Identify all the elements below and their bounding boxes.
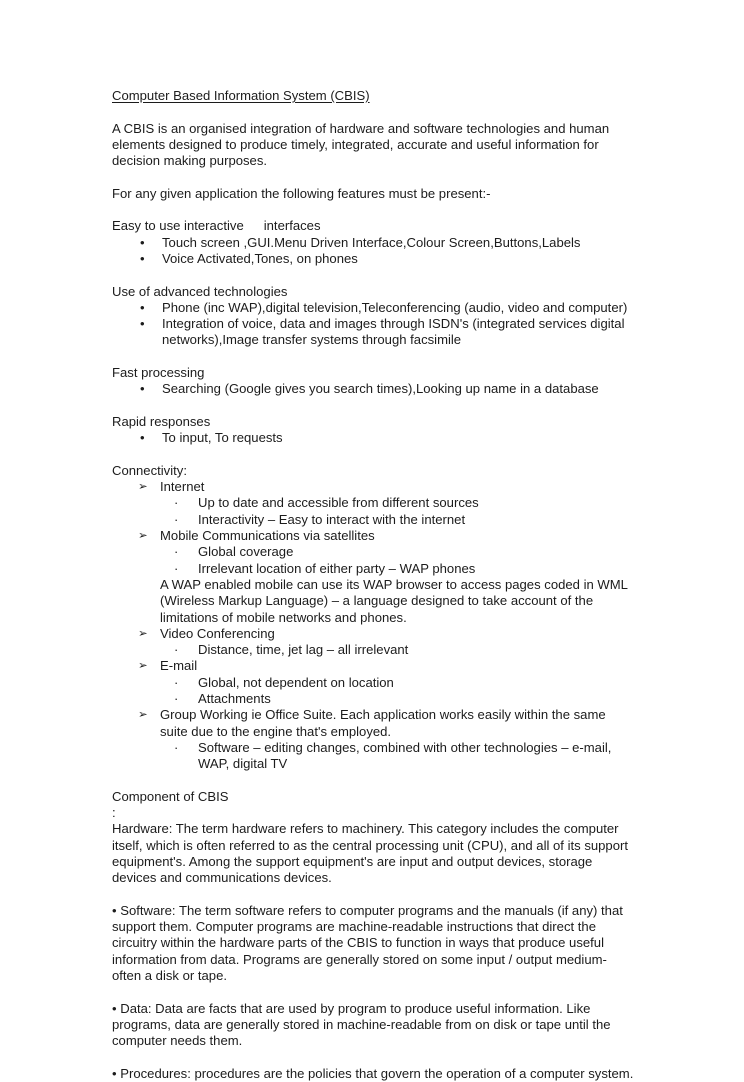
easy-label-part1: Easy to use interactive — [112, 218, 244, 234]
list-item — [112, 544, 634, 560]
list-item-text: Touch screen ,GUI.Menu Driven Interface,Colour Screen,Buttons,Labels — [162, 234, 581, 250]
colon-line: : — [112, 805, 116, 821]
rapid-responses-list — [112, 430, 634, 446]
list-item-text: Distance, time, jet lag – all irrelevant — [198, 642, 409, 658]
arrow-bullet-icon: ➢ — [138, 627, 148, 640]
connectivity-sublist — [112, 675, 634, 708]
section-label-easy-to-use — [112, 218, 634, 234]
list-item — [112, 626, 634, 642]
middot-bullet-icon: · — [174, 511, 179, 527]
arrow-bullet-icon: ➢ — [138, 481, 148, 494]
arrow-bullet-icon: ➢ — [138, 709, 148, 722]
list-item — [112, 316, 634, 349]
page-title: Computer Based Information System (CBIS) — [112, 88, 370, 103]
component-paragraph-data — [112, 1001, 634, 1050]
round-bullet-icon: • — [140, 430, 145, 446]
connectivity-sublist — [112, 544, 634, 577]
list-item-text: Interactivity – Easy to interact with the internet — [198, 511, 466, 527]
component-paragraph-software — [112, 903, 634, 984]
list-item — [112, 642, 634, 658]
middot-bullet-icon: · — [174, 544, 179, 560]
middot-bullet-icon: · — [174, 560, 179, 576]
list-item — [112, 381, 634, 397]
middot-bullet-icon: · — [174, 674, 179, 690]
list-item-text: Integration of voice, data and images through ISDN's (integrated services digital networks),Image transfer systems through facsimile — [162, 316, 625, 348]
document-body — [112, 88, 634, 1082]
middot-bullet-icon: · — [174, 495, 179, 511]
spacer — [112, 104, 634, 120]
arrow-bullet-icon: ➢ — [138, 530, 148, 543]
connectivity-list — [112, 479, 634, 772]
middot-bullet-icon: · — [174, 739, 179, 755]
spacer — [112, 772, 634, 788]
intro-paragraph: A CBIS is an organised integration of hardware and software technologies and human elements designed to produce timely, integrated, accurate and useful information for decision making purposes. — [112, 120, 610, 169]
component-text: Procedures: procedures are the policies that govern the operation of a computer system. — [120, 1065, 634, 1081]
connectivity-sublist — [112, 740, 634, 773]
round-bullet-icon: • — [140, 381, 145, 397]
list-item — [112, 495, 634, 511]
middot-bullet-icon: · — [174, 690, 179, 706]
arrow-bullet-icon: ➢ — [138, 660, 148, 673]
list-item — [112, 561, 634, 577]
spacer — [112, 984, 634, 1000]
round-bullet-icon: • — [140, 234, 145, 250]
list-item-text: Voice Activated,Tones, on phones — [162, 250, 358, 266]
list-item — [112, 675, 634, 691]
dot-marker-icon: • — [112, 902, 117, 918]
section-label-fast-processing: Fast processing — [112, 365, 205, 381]
round-bullet-icon: • — [140, 316, 145, 332]
list-item — [112, 300, 634, 316]
list-item-text: Irrelevant location of either party – WAP phones — [198, 560, 476, 576]
list-item-text: Group Working ie Office Suite. Each application works easily within the same suite due to the engine that's employed. — [160, 707, 606, 739]
round-bullet-icon: • — [140, 250, 145, 266]
component-text: Data: Data are facts that are used by program to produce useful information. Like programs, data are generally stored in machine-readable from on disk or tape until the computer needs them. — [112, 1000, 611, 1049]
fast-processing-list — [112, 381, 634, 397]
spacer — [112, 267, 634, 283]
list-item — [112, 512, 634, 528]
list-item — [112, 707, 634, 740]
list-item-text: Global coverage — [198, 544, 294, 560]
list-item-text: Mobile Communications via satellites — [160, 528, 375, 544]
features-intro: For any given application the following features must be present:- — [112, 185, 491, 201]
list-item-text: Internet — [160, 479, 205, 495]
section-label-components: Component of CBIS — [112, 788, 229, 804]
middot-bullet-icon: · — [174, 642, 179, 658]
section-label-connectivity: Connectivity: — [112, 462, 187, 478]
component-paragraph-procedures — [112, 1066, 634, 1082]
spacer — [112, 398, 634, 414]
connectivity-sublist — [112, 495, 634, 528]
connectivity-sublist — [112, 642, 634, 658]
advanced-tech-list — [112, 300, 634, 349]
spacer — [112, 169, 634, 185]
list-item — [112, 251, 634, 267]
list-item-text: Phone (inc WAP),digital television,Teleconferencing (audio, video and computer) — [162, 299, 628, 315]
list-item — [112, 658, 634, 674]
dot-marker-icon: • — [112, 1000, 117, 1016]
component-paragraph-hardware: Hardware: The term hardware refers to machinery. This category includes the computer itself, which is often referred to as the central processing unit (CPU), and all of its support equipment's. Among the support equipment's are input and output devices, storage devices and communications devices. — [112, 821, 628, 886]
list-item — [112, 235, 634, 251]
list-item-text: Software – editing changes, combined with other technologies – e-mail, WAP, digital TV — [198, 739, 612, 772]
easy-label-part2: interfaces — [263, 218, 321, 234]
section-label-rapid-responses: Rapid responses — [112, 413, 211, 429]
list-item — [112, 479, 634, 495]
list-item — [112, 740, 634, 773]
section-label-advanced-tech: Use of advanced technologies — [112, 283, 288, 299]
list-item-text: To input, To requests — [162, 430, 283, 446]
spacer — [112, 202, 634, 218]
spacer — [112, 447, 634, 463]
spacer — [112, 349, 634, 365]
dot-marker-icon: • — [112, 1065, 117, 1081]
list-item-text: Global, not dependent on location — [198, 674, 394, 690]
list-item-text: Searching (Google gives you search times),Looking up name in a database — [162, 381, 599, 397]
list-item — [112, 430, 634, 446]
component-text: Software: The term software refers to computer programs and the manuals (if any) that support them. Computer programs are machine-readable instructions that direct the circuitry within the hardware parts of the CBIS to function in ways that produce useful information from data. Programs are generally stored on some input / output medium-often a disk or tape. — [112, 902, 623, 984]
easy-to-use-list — [112, 235, 634, 268]
list-item-text: Up to date and accessible from different sources — [198, 495, 479, 511]
list-item — [112, 528, 634, 544]
list-item-text: E-mail — [160, 658, 198, 674]
list-item — [112, 691, 634, 707]
spacer — [112, 887, 634, 903]
list-item-text: Attachments — [198, 690, 271, 706]
list-item-text: Video Conferencing — [160, 625, 275, 641]
wap-note-paragraph: A WAP enabled mobile can use its WAP browser to access pages coded in WML (Wireless Markup Language) – a language designed to take account of the limitations of mobile networks and phones. — [160, 576, 628, 625]
round-bullet-icon: • — [140, 299, 145, 315]
